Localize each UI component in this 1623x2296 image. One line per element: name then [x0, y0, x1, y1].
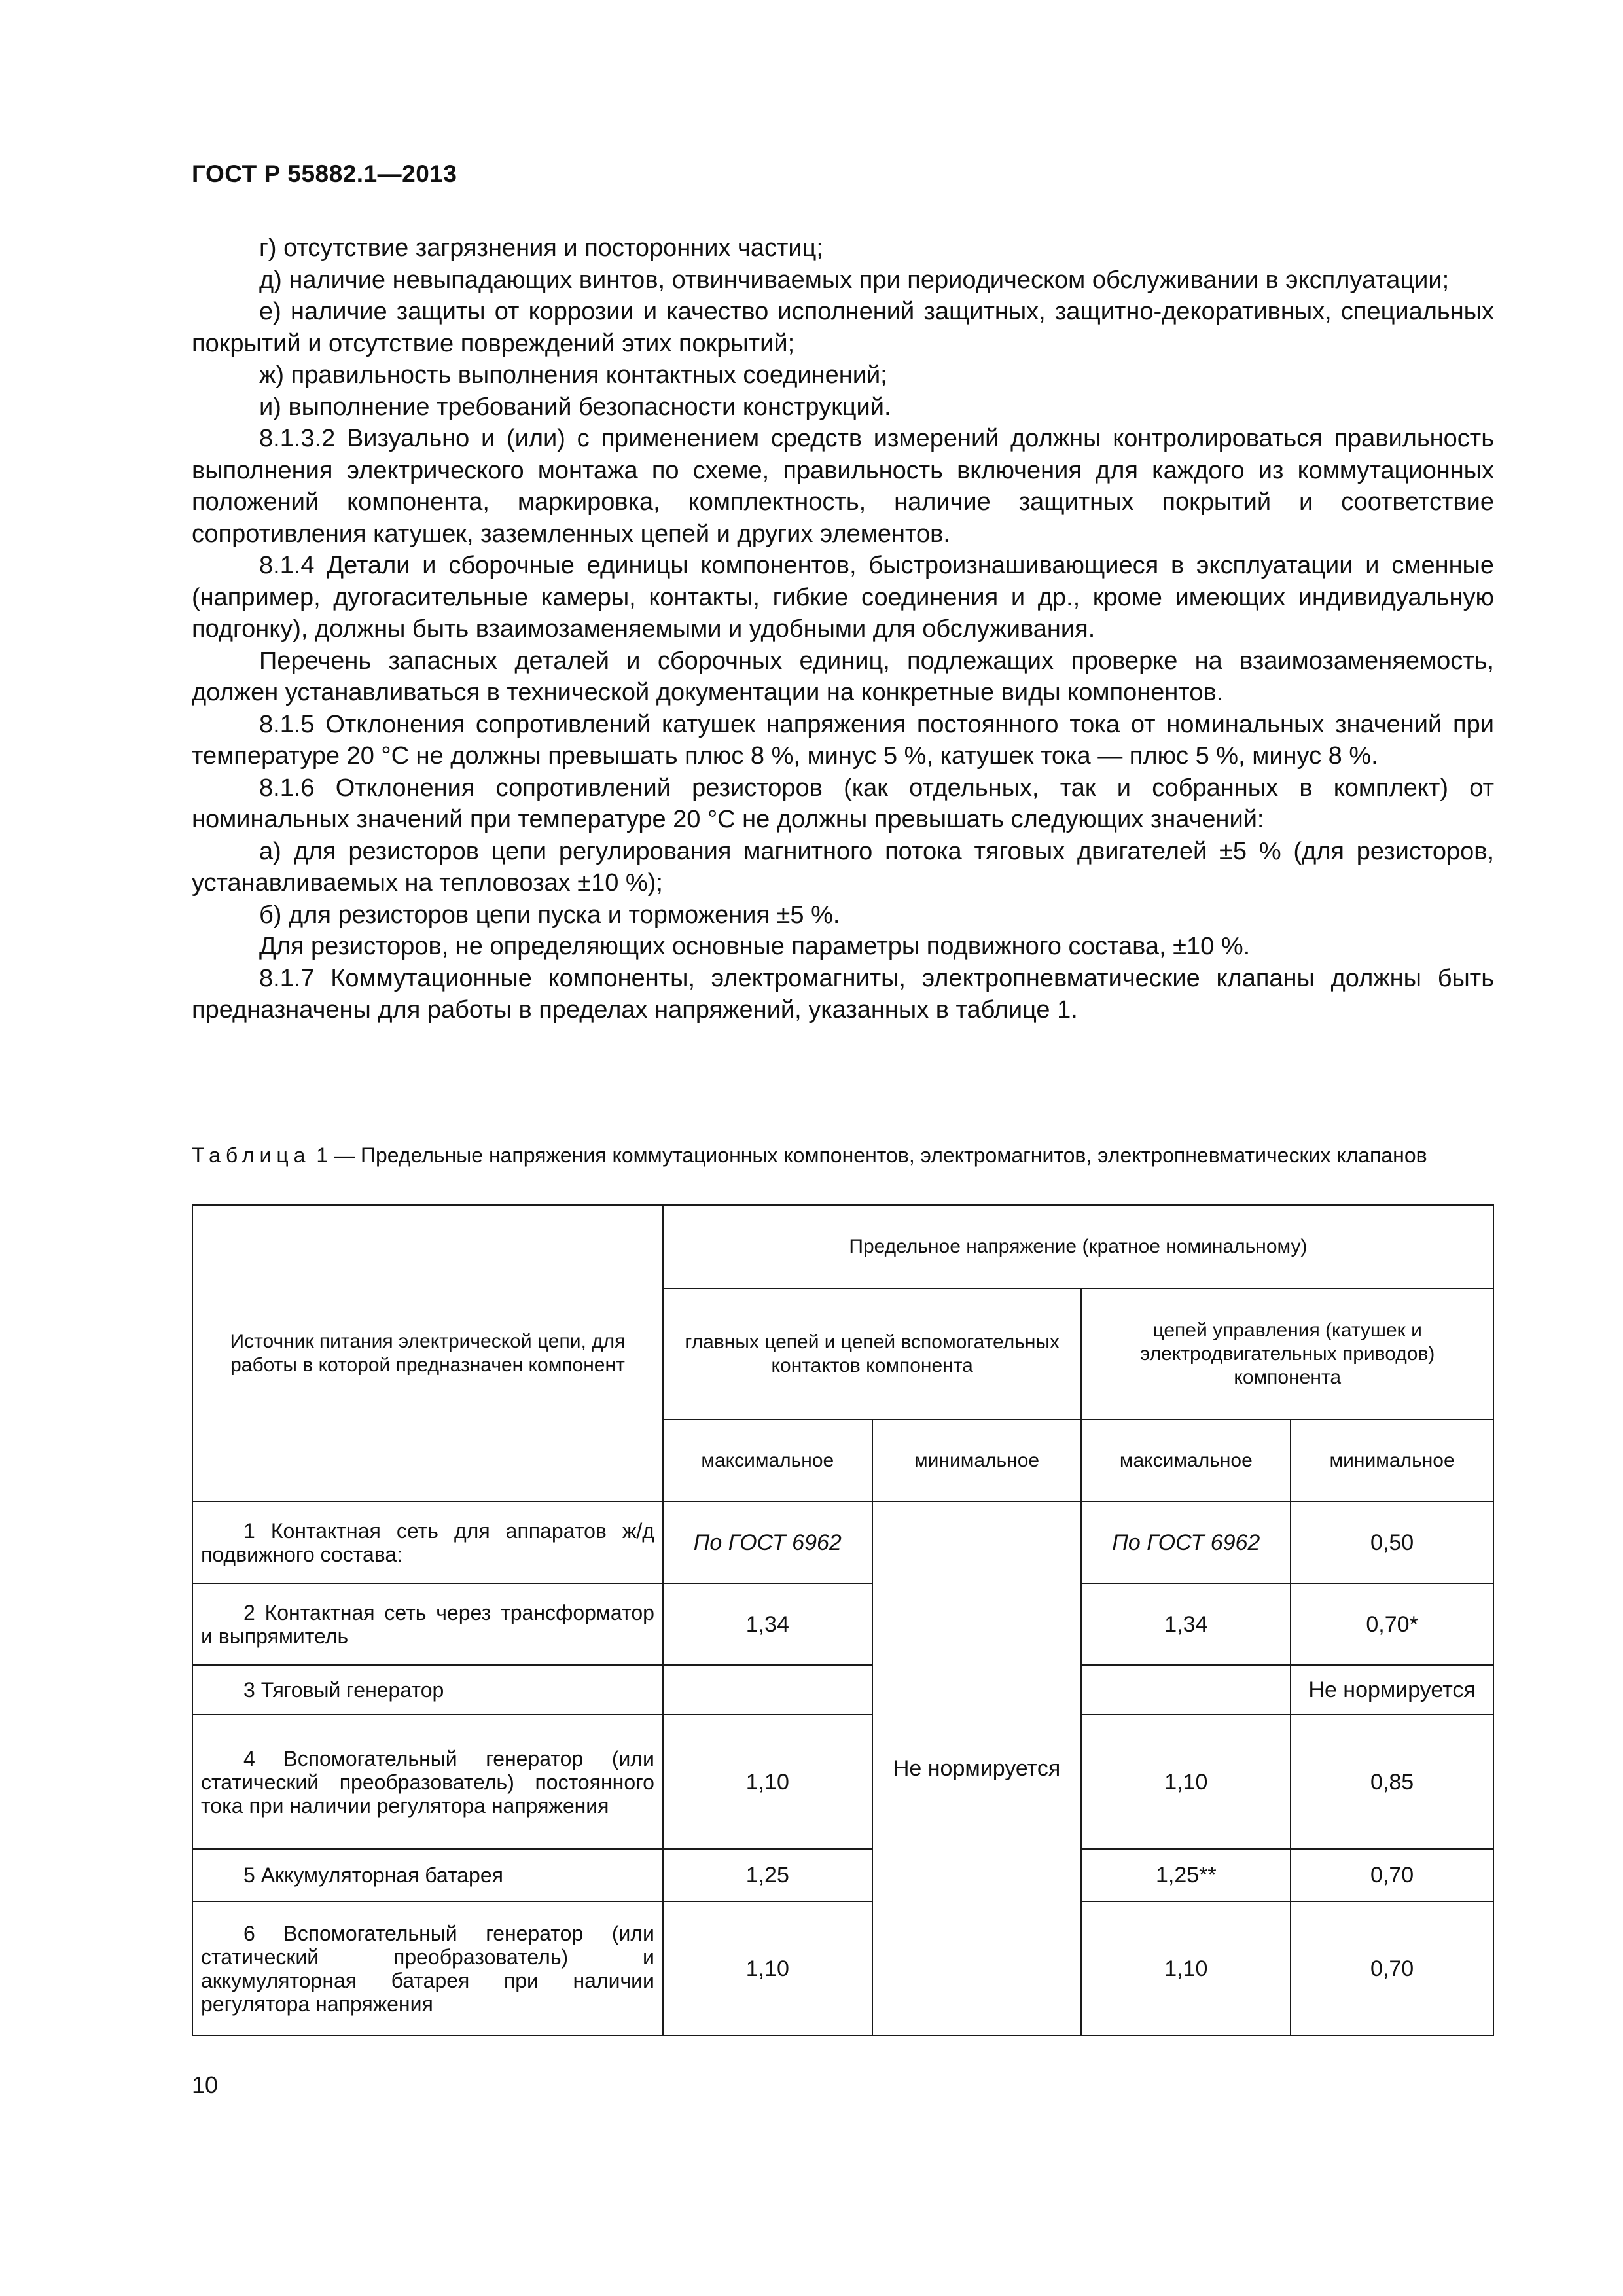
table-row	[192, 1901, 1493, 2036]
table-caption-label: Таблица	[192, 1143, 311, 1167]
paragraph: д) наличие невыпадающих винтов, отвинчиваемых при периодическом обслуживании в эксплуатации;	[259, 266, 1450, 294]
paragraph: Перечень запасных деталей и сборочных единиц, подлежащих проверке на взаимозаменяемость, должен устанавливаться в технической документации на конкретные виды компонентов.	[192, 647, 1494, 706]
table-caption-text: 1 — Предельные напряжения коммутационных компонентов, электромагнитов, электропневматических клапанов	[310, 1143, 1427, 1167]
control-max-value: 1,10	[1081, 1901, 1291, 2036]
table-caption	[192, 1142, 1494, 1168]
control-max-value: 1,25**	[1081, 1849, 1291, 1901]
paragraph: ж) правильность выполнения контактных соединений;	[259, 361, 887, 389]
voltage-limits-table	[192, 1204, 1494, 2036]
paragraph: 8.1.3.2 Визуально и (или) с применением средств измерений должны контролироваться правильность выполнения электрического монтажа по схеме, правильность включения для каждого из коммутационных положений компонента, маркировка, комплектность, наличие защитных покрытий и соответствие сопротивления катушек, заземленных цепей и других элементов.	[192, 425, 1494, 548]
control-min-value: 0,70	[1291, 1849, 1493, 1901]
control-max-value: 1,34	[1081, 1583, 1291, 1665]
main-max-value: 1,34	[663, 1583, 872, 1665]
table-row	[192, 1849, 1493, 1901]
table-row	[192, 1715, 1493, 1849]
row-source: 4 Вспомогательный генератор (или статический преобразователь) постоянного тока при наличии регулятора напряжения	[192, 1715, 663, 1849]
paragraph: 8.1.6 Отклонения сопротивлений резисторов (как отдельных, так и собранных в комплект) от номинальных значений при температуре 20 °С не должны превышать следующих значений:	[192, 774, 1494, 833]
paragraph: а) для резисторов цепи регулирования магнитного потока тяговых двигателей ±5 % (для резисторов, устанавливаемых на тепловозах ±10 %);	[192, 837, 1494, 897]
paragraph: 8.1.7 Коммутационные компоненты, электромагниты, электропневматические клапаны должны быть предназначены для работы в пределах напряжений, указанных в таблице 1.	[192, 964, 1494, 1024]
control-min-value: 0,50	[1291, 1501, 1493, 1583]
paragraph: е) наличие защиты от коррозии и качество исполнений защитных, защитно-декоративных, специальных покрытий и отсутствие повреждений этих покрытий;	[192, 298, 1494, 357]
header-main-max: максимальное	[663, 1420, 872, 1501]
main-max-value: 1,25	[663, 1849, 872, 1901]
row-source: 5 Аккумуляторная батарея	[192, 1849, 663, 1901]
page-number: 10	[192, 2072, 219, 2098]
main-max-value: 1,10	[663, 1715, 872, 1849]
control-min-value: 0,70*	[1291, 1583, 1493, 1665]
row-source: 1 Контактная сеть для аппаратов ж/д подвижного состава:	[192, 1501, 663, 1583]
paragraph: г) отсутствие загрязнения и посторонних частиц;	[259, 234, 823, 262]
control-min-value: 0,70	[1291, 1901, 1493, 2036]
main-max-value	[663, 1665, 872, 1715]
row-source: 2 Контактная сеть через трансформатор и выпрямитель	[192, 1583, 663, 1665]
paragraph: 8.1.5 Отклонения сопротивлений катушек напряжения постоянного тока от номинальных значений при температуре 20 °С не должны превышать плюс 8 %, минус 5 %, катушек тока — плюс 5 %, минус 8 %.	[192, 710, 1494, 770]
body-text	[192, 232, 1494, 1026]
main-max-value: 1,10	[663, 1901, 872, 2036]
paragraph: б) для резисторов цепи пуска и торможения ±5 %.	[259, 901, 840, 929]
header-source: Источник питания электрической цепи, для работы в которой предназначен компонент	[192, 1205, 663, 1501]
row-source: 6 Вспомогательный генератор (или статический преобразователь) и аккумуляторная батарея при наличии регулятора напряжения	[192, 1901, 663, 2036]
main-max-value: По ГОСТ 6962	[663, 1501, 872, 1583]
paragraph: Для резисторов, не определяющих основные параметры подвижного состава, ±10 %.	[259, 933, 1251, 960]
table-row	[192, 1501, 1493, 1583]
header-control-circuits: цепей управления (катушек и электродвигательных приводов) компонента	[1081, 1289, 1493, 1420]
control-min-value: 0,85	[1291, 1715, 1493, 1849]
control-max-value	[1081, 1665, 1291, 1715]
header-control-min: минимальное	[1291, 1420, 1493, 1501]
paragraph: и) выполнение требований безопасности конструкций.	[259, 393, 891, 421]
paragraph: 8.1.4 Детали и сборочные единицы компонентов, быстроизнашивающиеся в эксплуатации и сменные (например, дугогасительные камеры, контакты, гибкие соединения и др., кроме имеющих индивидуальную подгонку), должны быть взаимозаменяемыми и удобными для обслуживания.	[192, 552, 1494, 643]
header-main-min: минимальное	[872, 1420, 1082, 1501]
control-max-value: По ГОСТ 6962	[1081, 1501, 1291, 1583]
table-row	[192, 1583, 1493, 1665]
header-limit-voltage: Предельное напряжение (кратное номинальному)	[663, 1205, 1493, 1289]
header-main-circuits: главных цепей и цепей вспомогательных контактов компонента	[663, 1289, 1082, 1420]
table-row	[192, 1665, 1493, 1715]
main-min-merged: Не нормируется	[872, 1501, 1082, 2036]
header-control-max: максимальное	[1081, 1420, 1291, 1501]
document-header: ГОСТ Р 55882.1—2013	[192, 160, 457, 187]
control-min-value: Не нормируется	[1291, 1665, 1493, 1715]
control-max-value: 1,10	[1081, 1715, 1291, 1849]
row-source: 3 Тяговый генератор	[192, 1665, 663, 1715]
